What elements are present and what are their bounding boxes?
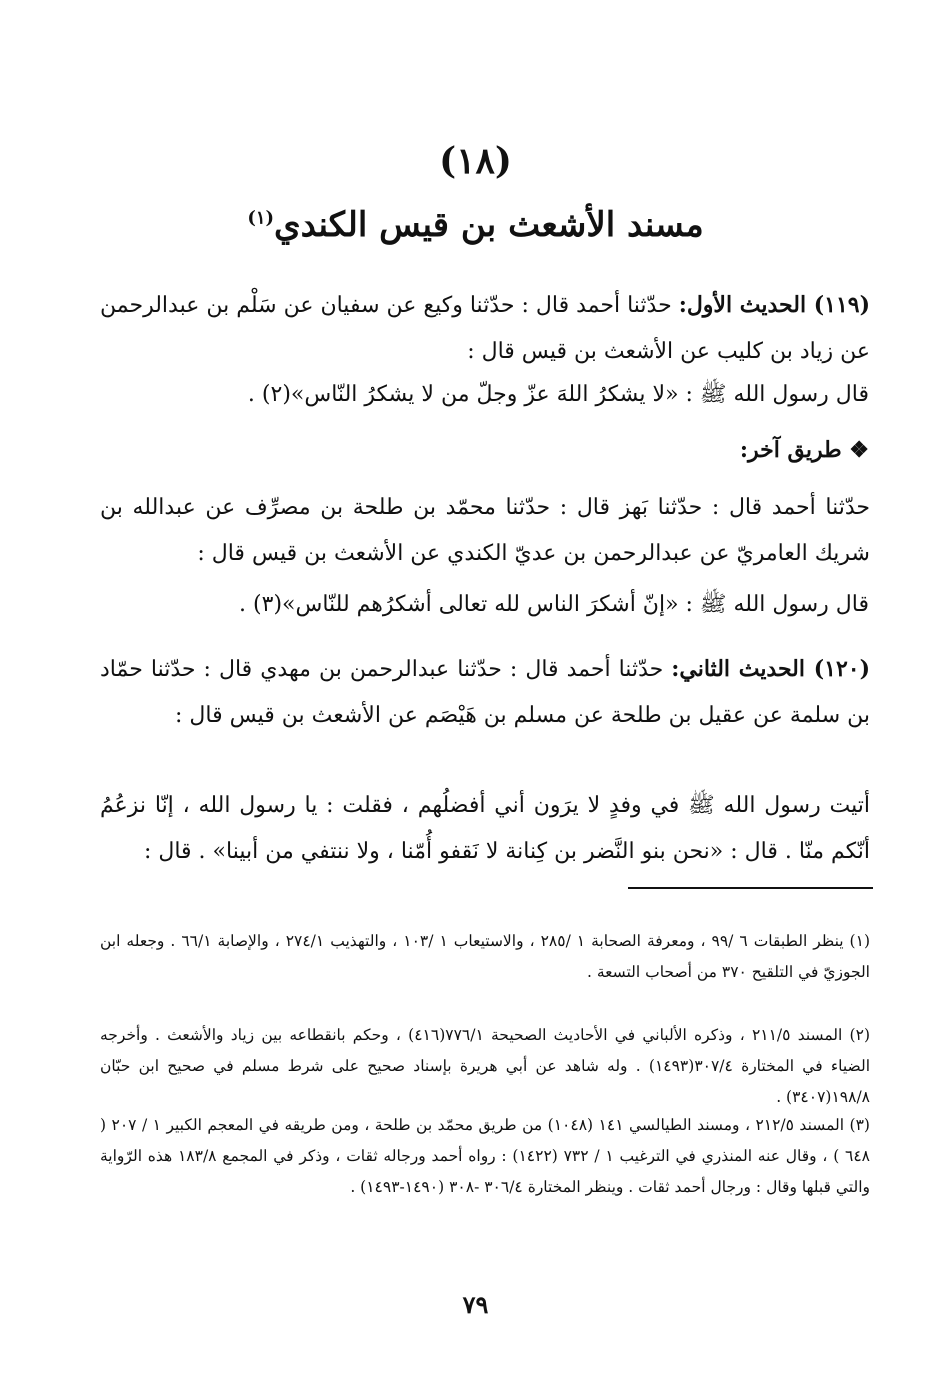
chapter-number: (١٨) bbox=[439, 140, 512, 182]
hadith-120-isnad bbox=[100, 646, 870, 739]
another-route-label: ❖ طريق آخر: bbox=[739, 437, 869, 463]
footnote-separator bbox=[628, 887, 873, 889]
title-text: مسند الأشعث بن قيس الكندي bbox=[274, 205, 704, 245]
hadith-119-isnad-text: حدّثنا أحمد قال : حدّثنا وكيع عن سفيان عن سَلْم بن عبدالرحمن عن زياد بن كليب عن الأشعث بن قيس قال : bbox=[100, 293, 870, 364]
footnote-1: (١) ينظر الطبقات ٦ /٩٩ ، ومعرفة الصحابة ١ /٢٨٥ ، والاستيعاب ١ /١٠٣ ، والتهذيب ٢٧٤/١ ، والإصابة ٦٦/١ . وجعله ابن الجوزيّ في التلقيح ٣٧٠ من أصحاب التسعة . bbox=[100, 932, 870, 981]
title-footnote-marker: (١) bbox=[247, 207, 275, 229]
footnote-3: (٣) المسند ٢١٢/٥ ، ومسند الطيالسي ١٤١ (١٠٤٨) من طريق محمّد بن طلحة ، ومن طريقه في المعجم الكبير ١ / ٢٠٧ ( ٦٤٨ ) ، وقال عنه المنذري في الترغيب ١ / ٧٣٢ (١٤٢٢) : رواه أحمد ورجاله ثقات ، وذكر في المجمع ١٨٣/٨ هذه الرّواية والتي قبلها وقال : ورجال أحمد ثقات . وينظر المختارة ٣٠٦/٤ -٣٠٨ (١٤٩٠-١٤٩٣) . bbox=[100, 1116, 870, 1196]
hadith-120-matn: أتيت رسول الله ﷺ في وفدٍ لا يرَون أني أفضلُهم ، فقلت : يا رسول الله ، إنّا نزعُمُ أنّكم منّا . قال : «نحن بنو النَّضر بن كِنانة لا نَقفو أُمّنا ، ولا ننتفي من أبينا» . قال : bbox=[100, 793, 870, 864]
hadith-120-isnad-text: حدّثنا أحمد قال : حدّثنا عبدالرحمن بن مهدي قال : حدّثنا حمّاد بن سلمة عن عقيل بن طلحة عن مسلم بن هَيْصَم عن الأشعث بن قيس قال : bbox=[100, 657, 870, 728]
hadith-119-label: (١١٩) الحديث الأول: bbox=[678, 292, 871, 318]
hadith-119-isnad bbox=[100, 282, 870, 375]
hadith-119-matn: قال رسول الله ﷺ : «لا يشكرُ اللهَ عزّ وجلّ من لا يشكرُ النّاس»(٢) . bbox=[247, 382, 869, 407]
page-number: ٧٩ bbox=[462, 1290, 489, 1319]
another-route-matn: قال رسول الله ﷺ : «إنّ أشكرَ الناس لله تعالى أشكرُهم للنّاس»(٣) . bbox=[239, 592, 869, 617]
hadith-120-label: (١٢٠) الحديث الثاني: bbox=[671, 656, 870, 682]
page-title bbox=[0, 205, 951, 245]
another-route-isnad: حدّثنا أحمد قال : حدّثنا بَهز قال : حدّثنا محمّد بن طلحة بن مصرِّف عن عبدالله بن شريك العامريّ عن عبدالرحمن بن عديّ الكندي عن الأشعث بن قيس قال : bbox=[100, 495, 870, 566]
footnote-2: (٢) المسند ٢١١/٥ ، وذكره الألباني في الأحاديث الصحيحة ٧٧٦/١(٤١٦) ، وحكم بانقطاعه بين زياد والأشعث . وأخرجه الضياء في المختارة ٣٠٧/٤(١٤٩٣) . وله شاهد عن أبي هريرة بإسناد صحيح على شرط مسلم في صحيح ابن حبّان ١٩٨/٨(٣٤٠٧) . bbox=[100, 1026, 870, 1106]
